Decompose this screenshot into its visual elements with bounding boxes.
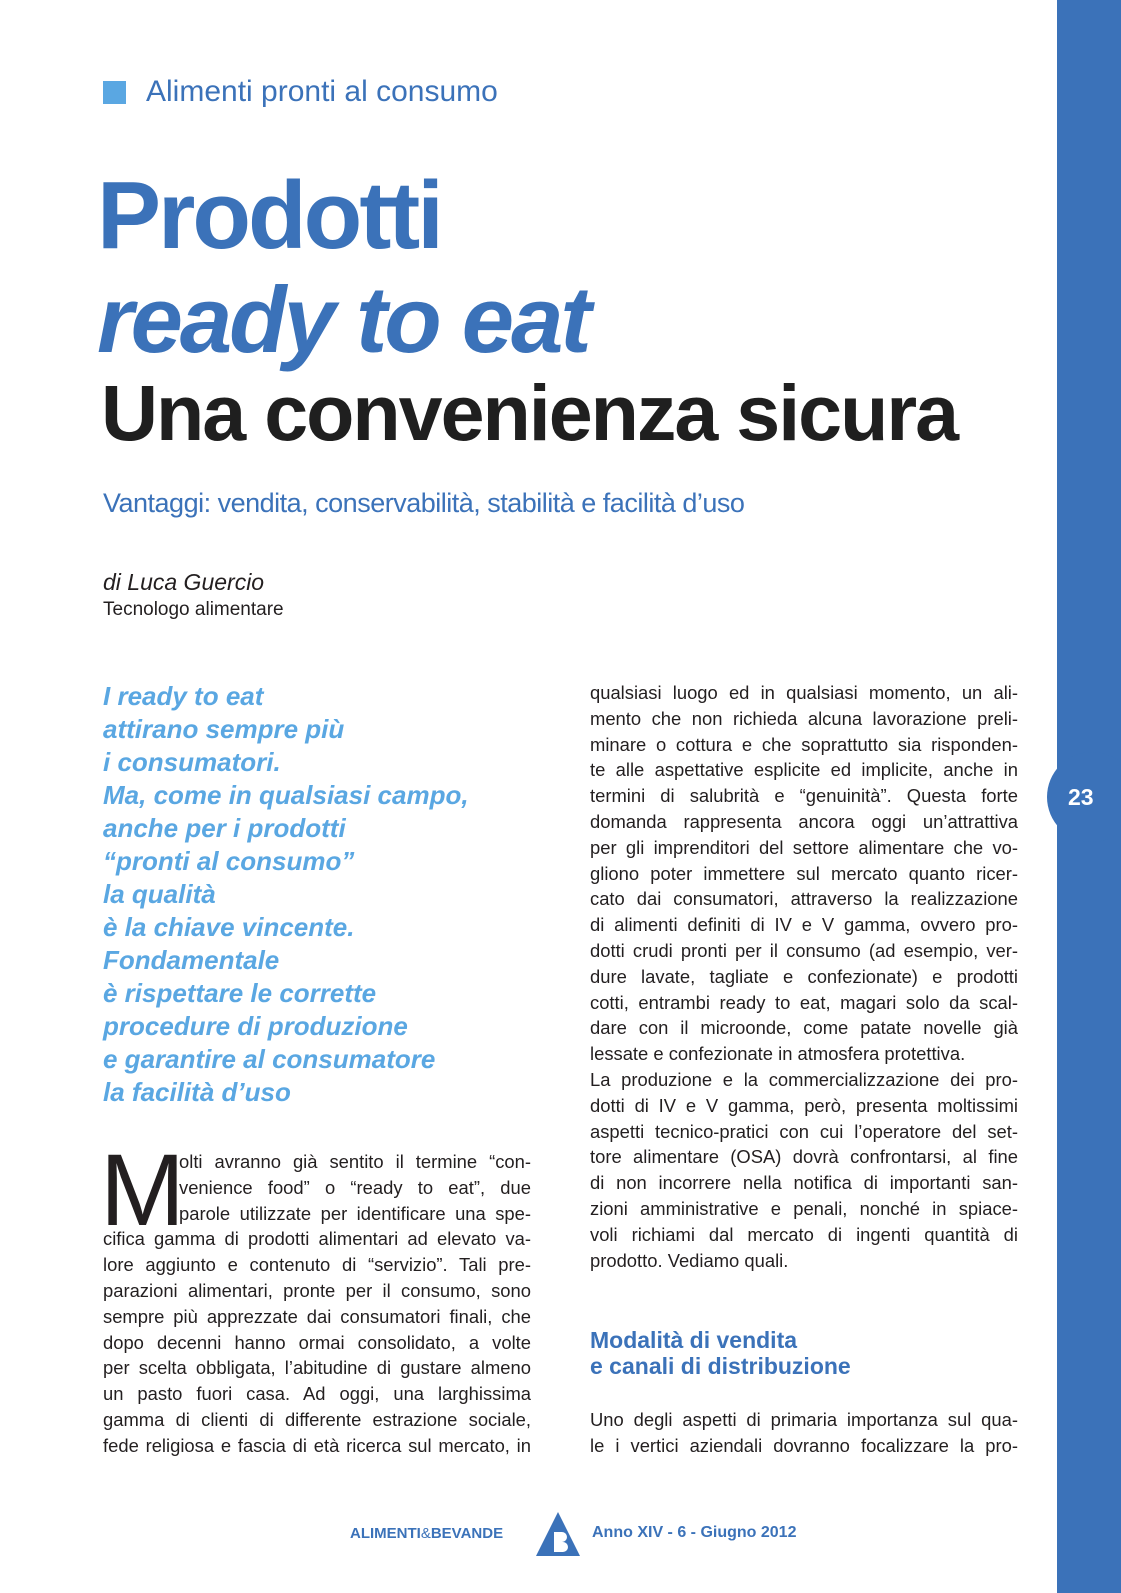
body-line: dotti crudi pronti per il consumo (ad esempio, ver- — [590, 939, 1018, 961]
title-line-3: Una convenienza sicura — [101, 368, 958, 457]
lead-quote-line: I ready to eat — [103, 681, 264, 711]
title-line-1: Prodotti — [97, 162, 441, 269]
body-line: lessate e confezionate in atmosfera protettiva. — [590, 1043, 966, 1065]
body-line: Uno degli aspetti di primaria importanza sul qua- — [590, 1409, 1018, 1430]
lead-quote-line: è la chiave vincente. — [103, 912, 355, 942]
body-line: termini di salubrità e “genuinità”. Questa forte — [590, 785, 1018, 807]
body-column-right-continued — [590, 1407, 1018, 1459]
body-line: gamma di clienti di differente estrazione sociale, — [103, 1408, 531, 1430]
body-line: domanda rappresenta ancora oggi un’attrattiva — [590, 810, 1018, 832]
lead-quote — [103, 680, 543, 1109]
body-line: per scelta obbligata, l’abitudine di gustare almeno — [103, 1357, 531, 1379]
lead-quote-line: la qualità — [103, 879, 216, 909]
body-line: di alimenti definiti di IV e V gamma, ovvero pro- — [590, 914, 1018, 936]
body-line: parazioni alimentari, pronte per il consumo, sono — [103, 1279, 531, 1301]
body-line: sempre più apprezzate dai consumatori finali, che — [103, 1305, 531, 1327]
body-line: lore aggiunto e contenuto di “servizio”. Tali pre- — [103, 1254, 531, 1276]
lead-quote-line: attirano sempre più — [103, 714, 345, 744]
page-number: 23 — [1068, 783, 1094, 810]
footer-brand-amp: & — [420, 1525, 431, 1542]
body-line: per gli imprenditori del settore alimentare che vo- — [590, 836, 1018, 858]
body-line: le i vertici aziendali dovranno focalizzare la pro- — [590, 1434, 1018, 1456]
body-line: dare con il microonde, come patate novelle già — [590, 1017, 1018, 1039]
footer-brand — [350, 1525, 503, 1542]
body-line: cato dai consumatori, attraverso la realizzazione — [590, 888, 1018, 910]
body-line: cifica gamma di prodotti alimentari ad elevato va- — [103, 1228, 531, 1250]
body-line: La produzione e la commercializzazione dei pro- — [590, 1068, 1018, 1090]
lead-quote-line: è rispettare le corrette — [103, 978, 377, 1008]
body-line: di non incorrere nella notifica di importanti san- — [590, 1172, 1018, 1194]
section-heading-line: Modalità di vendita — [590, 1327, 798, 1353]
lead-quote-line: i consumatori. — [103, 747, 281, 777]
body-line: parole utilizzate per identificare una spe- — [179, 1202, 531, 1224]
body-line: qualsiasi luogo ed in qualsiasi momento, un ali- — [590, 682, 1018, 703]
body-line: voli richiami dal mercato di ingenti quantità di — [590, 1223, 1018, 1245]
section-label — [103, 72, 498, 112]
footer-brand-right: BEVANDE — [430, 1525, 504, 1542]
body-line: dotti di IV e V gamma, però, presenta moltissimi — [590, 1094, 1018, 1116]
body-line: aspetti tecnico-pratici con cui l’operatore del set- — [590, 1120, 1018, 1142]
author-role: Tecnologo alimentare — [103, 599, 284, 620]
section-label-text: Alimenti pronti al consumo — [146, 75, 498, 108]
body-line: cotti, entrambi ready to eat, magari solo da scal- — [590, 991, 1018, 1013]
body-line: tore alimentare (OSA) dovrà confrontarsi, al fine — [590, 1146, 1018, 1168]
body-line: prodotto. Vediamo quali. — [590, 1249, 789, 1271]
body-line: venience food” o “ready to eat”, due — [179, 1176, 531, 1198]
body-line: fede religiosa e fascia di età ricerca sul mercato, in — [103, 1434, 531, 1456]
body-line: minare o cottura e che soprattutto sia risponden- — [590, 733, 1018, 755]
lead-quote-line: la facilità d’uso — [103, 1077, 291, 1107]
lead-quote-line: Fondamentale — [103, 945, 280, 975]
magazine-logo-icon — [532, 1510, 584, 1558]
body-line: dure lavate, tagliate e confezionate) e prodotti — [590, 965, 1018, 987]
lead-quote-line: procedure di produzione — [103, 1011, 408, 1041]
lead-quote-line: “pronti al consumo” — [103, 846, 355, 876]
title-line-2: ready to eat — [97, 267, 589, 372]
section-heading — [590, 1327, 851, 1379]
body-line: zioni amministrative e penali, nonché in spiace- — [590, 1197, 1018, 1219]
drop-cap: M — [100, 1133, 185, 1247]
section-heading-line: e canali di distribuzione — [590, 1353, 851, 1379]
square-bullet-icon — [103, 81, 126, 104]
body-line: dopo decenni hanno ormai consolidato, a volte — [103, 1331, 531, 1353]
body-line: olti avranno già sentito il termine “con- — [179, 1151, 531, 1172]
body-column-right — [590, 680, 1018, 1273]
body-line: mento che non richieda alcuna lavorazione preli- — [590, 707, 1018, 729]
lead-quote-line: anche per i prodotti — [103, 813, 346, 843]
body-column-left — [103, 1149, 531, 1459]
body-line: un pasto fuori casa. Ad oggi, una larghissima — [103, 1383, 531, 1405]
body-line: te alle aspettative esplicite ed implicite, anche in — [590, 759, 1018, 781]
lead-quote-line: Ma, come in qualsiasi campo, — [103, 780, 469, 810]
subtitle: Vantaggi: vendita, conservabilità, stabilità e facilità d’uso — [103, 488, 745, 518]
lead-quote-line: e garantire al consumatore — [103, 1044, 436, 1074]
footer-issue: Anno XIV - 6 - Giugno 2012 — [592, 1524, 797, 1541]
author-name: di Luca Guercio — [103, 569, 265, 595]
body-line: gliono poter immettere sul mercato quanto ricer- — [590, 862, 1018, 884]
footer-brand-left: ALIMENTI — [350, 1525, 421, 1542]
